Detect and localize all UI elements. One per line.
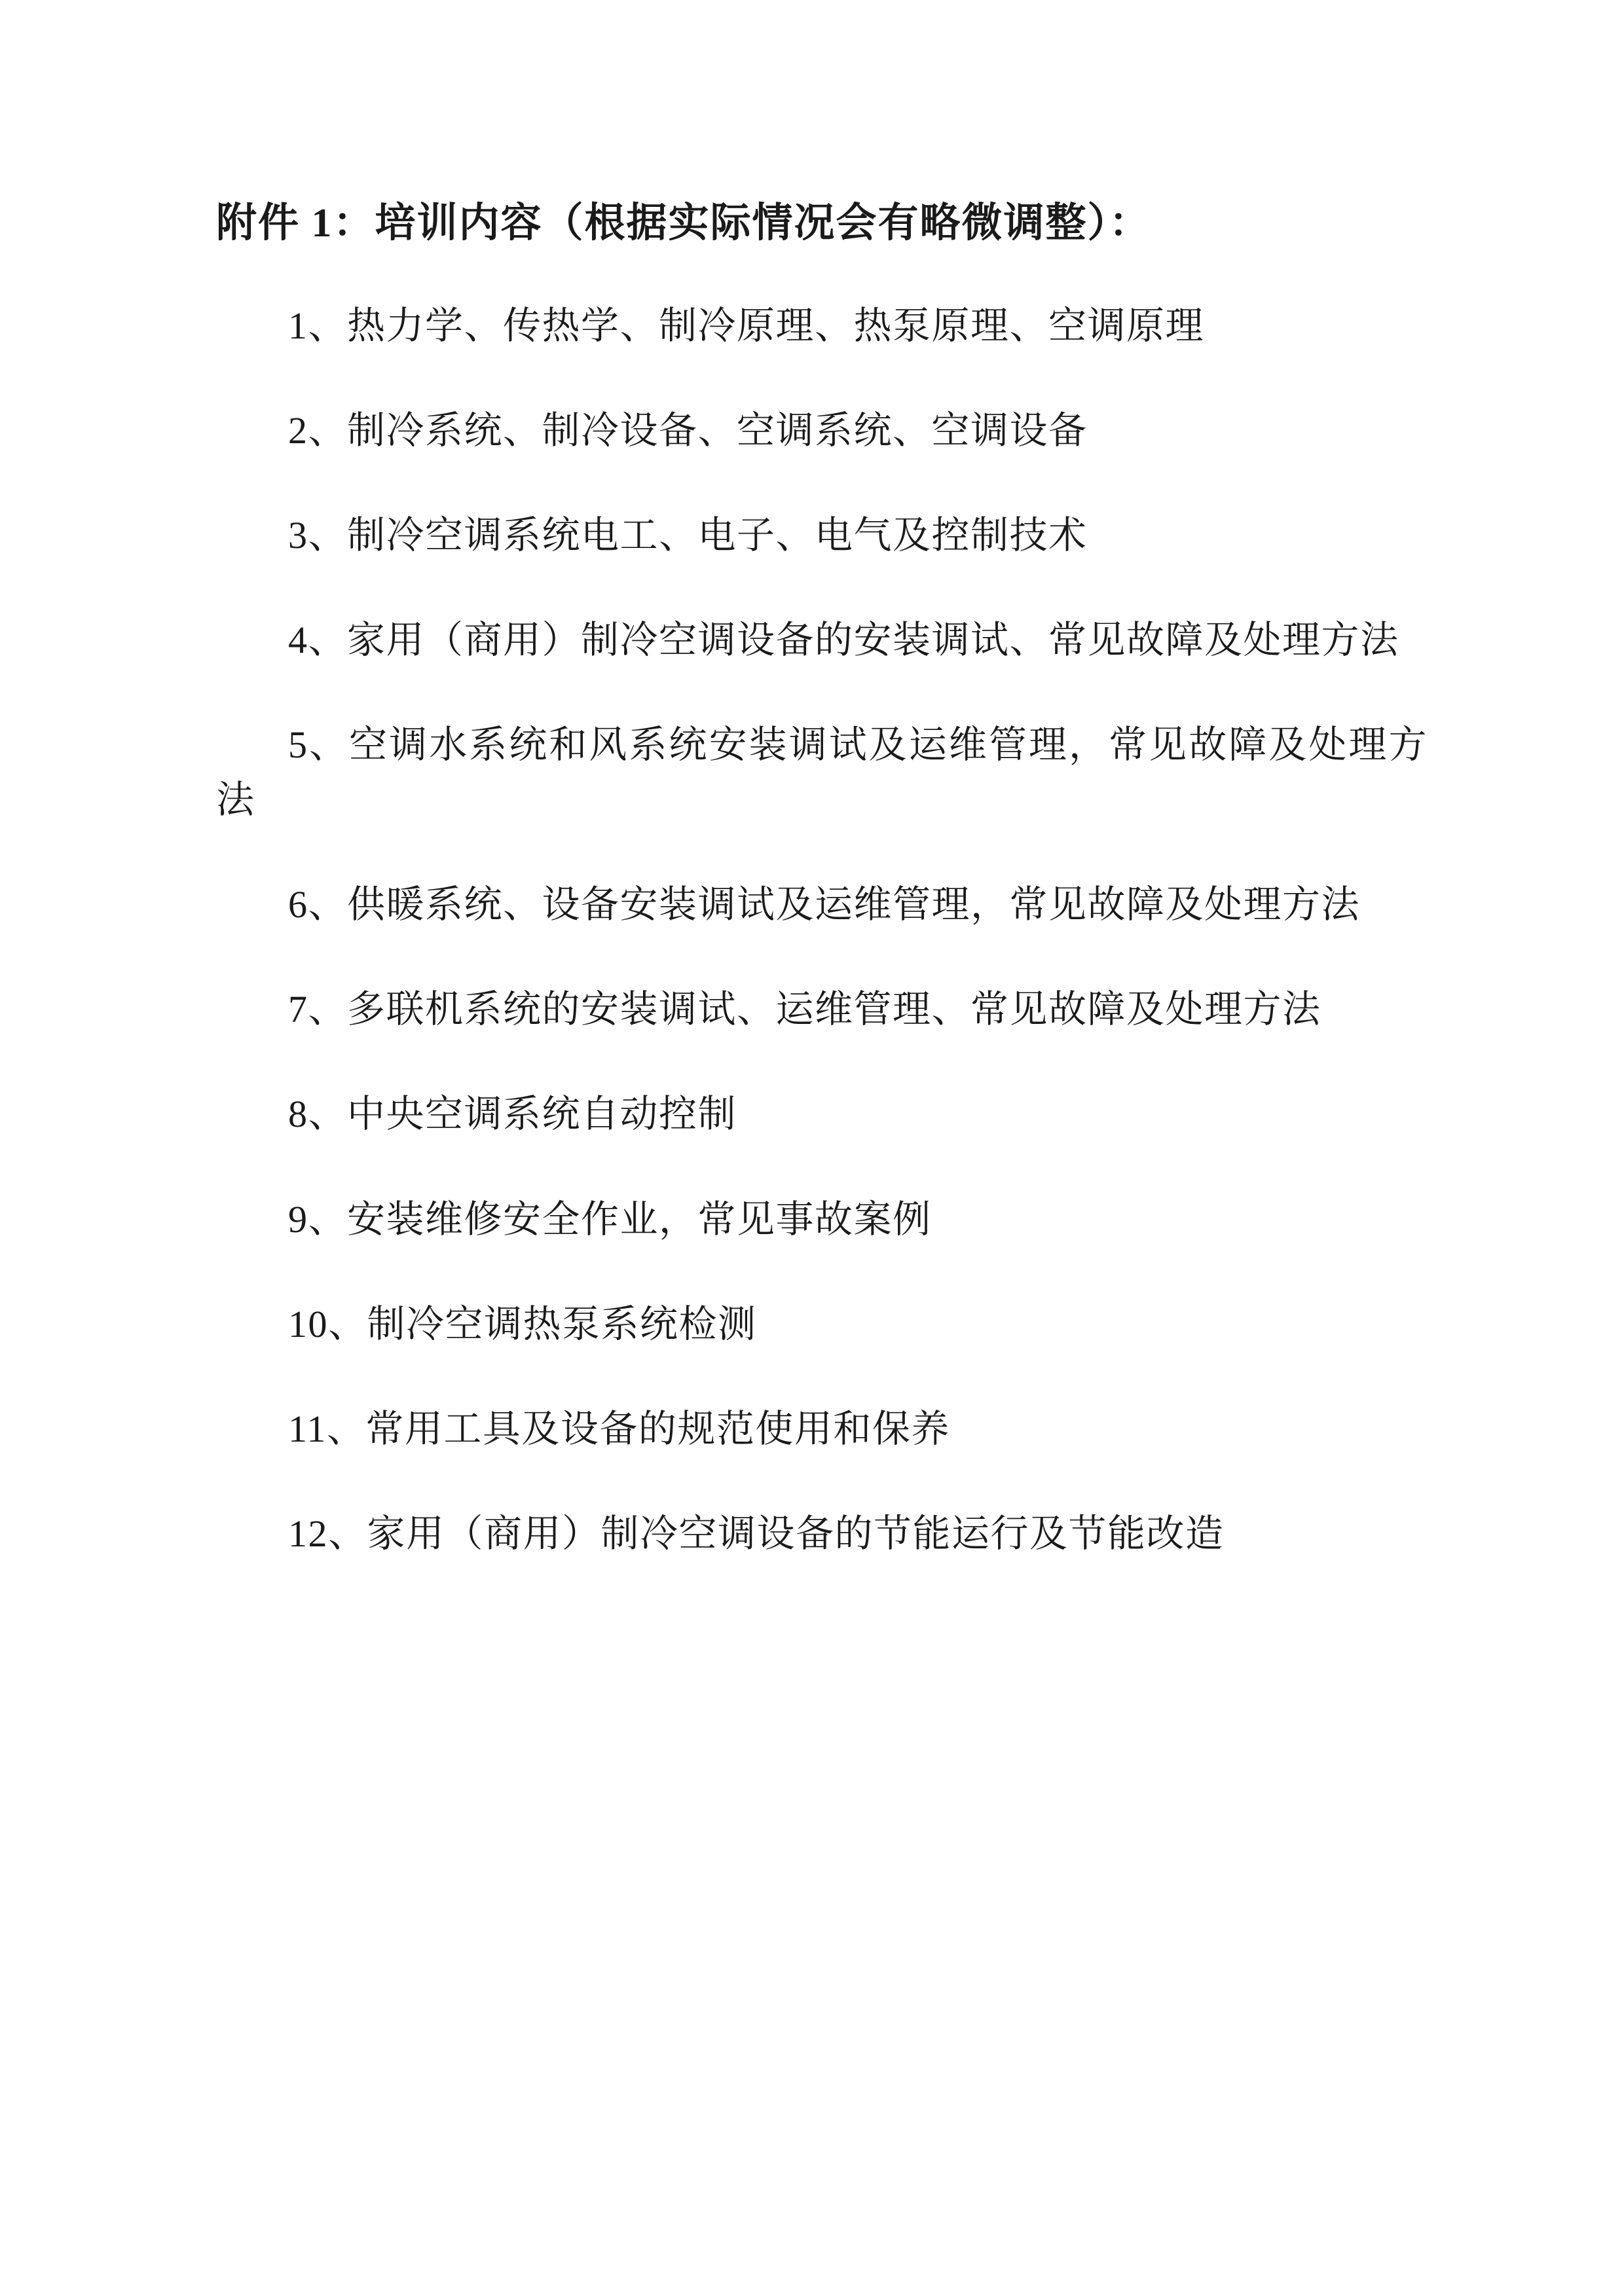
list-item: 4、家用（商用）制冷空调设备的安装调试、常见故障及处理方法: [288, 618, 1399, 661]
list-item: 7、多联机系统的安装调试、运维管理、常见故障及处理方法: [288, 988, 1321, 1031]
list-item: 8、中央空调系统自动控制: [288, 1093, 737, 1136]
list-item: 2、制冷系统、制冷设备、空调系统、空调设备: [288, 409, 1088, 452]
training-content-list: [216, 299, 1428, 1561]
list-item: 1、热力学、传热学、制冷原理、热泵原理、空调原理: [288, 304, 1205, 347]
list-item: 6、供暖系统、设备安装调试及运维管理，常见故障及处理方法: [288, 883, 1361, 926]
list-item: 5、空调水系统和风系统安装调试及运维管理，常见故障及处理方法: [216, 723, 1428, 822]
list-item: 9、安装维修安全作业，常见事故案例: [288, 1197, 932, 1241]
list-item: 12、家用（商用）制冷空调设备的节能运行及节能改造: [288, 1512, 1225, 1555]
list-item: 10、制冷空调热泵系统检测: [288, 1302, 757, 1345]
list-item: 3、制冷空调系统电工、电子、电气及控制技术: [288, 513, 1088, 556]
list-item: 11、常用工具及设备的规范使用和保养: [288, 1407, 950, 1450]
page-title: 附件 1：培训内容（根据实际情况会有略微调整）：: [216, 201, 1151, 246]
